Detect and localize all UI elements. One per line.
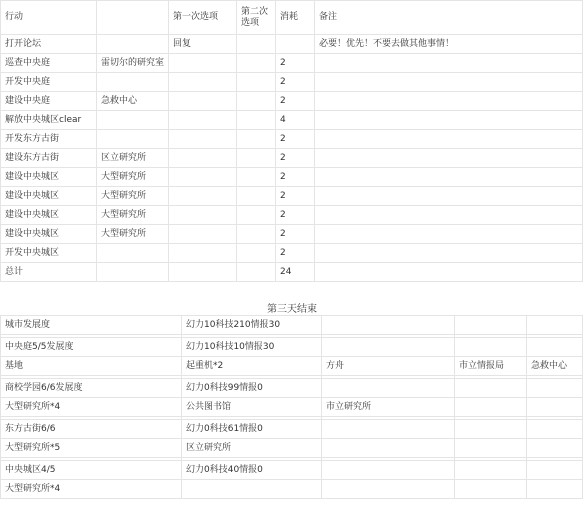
cell: 解放中央城区clear [1, 111, 97, 130]
cell: 大型研究所*4 [1, 480, 182, 499]
cell [455, 461, 527, 480]
cell: 市立情报局 [455, 357, 527, 376]
cell [315, 54, 583, 73]
cell: 回复 [169, 35, 237, 54]
cell: 中央庭5/5发展度 [1, 338, 182, 357]
cell: 建设中央城区 [1, 225, 97, 244]
cell: 幻力0科技40情报0 [182, 461, 322, 480]
cell: 建设中央城区 [1, 187, 97, 206]
table-row [1, 206, 583, 225]
table-row [1, 379, 583, 398]
cell [315, 225, 583, 244]
cell [315, 111, 583, 130]
table-row [1, 149, 583, 168]
cell [322, 461, 455, 480]
cell: 急救中心 [527, 357, 583, 376]
cell: 24 [276, 263, 315, 282]
cell [315, 73, 583, 92]
table-row [1, 130, 583, 149]
cell [237, 187, 276, 206]
cell [237, 73, 276, 92]
table-row [1, 244, 583, 263]
cell [237, 149, 276, 168]
cell [322, 480, 455, 499]
cell [237, 111, 276, 130]
status-table [0, 315, 583, 499]
cell [169, 92, 237, 111]
cell [455, 420, 527, 439]
table-row [1, 420, 583, 439]
cell [97, 263, 169, 282]
cell [527, 316, 583, 335]
cell: 大型研究所*4 [1, 398, 182, 417]
cell: 建设中央城区 [1, 168, 97, 187]
cell: 2 [276, 149, 315, 168]
cell [169, 206, 237, 225]
cell: 城市发展度 [1, 316, 182, 335]
cell: 建设东方古街 [1, 149, 97, 168]
cell [455, 338, 527, 357]
table-row [1, 461, 583, 480]
cell: 幻力0科技61情报0 [182, 420, 322, 439]
cell [169, 187, 237, 206]
cell: 大型研究所*5 [1, 439, 182, 458]
cell: 幻力10科技210情报30 [182, 316, 322, 335]
cell [315, 187, 583, 206]
cell [237, 206, 276, 225]
cell: 急救中心 [97, 92, 169, 111]
cell [97, 111, 169, 130]
cell [169, 130, 237, 149]
cell: 雷切尔的研究室 [97, 54, 169, 73]
cell: 开发东方古街 [1, 130, 97, 149]
cell [237, 35, 276, 54]
cell: 打开论坛 [1, 35, 97, 54]
cell: 4 [276, 111, 315, 130]
cell [455, 398, 527, 417]
cell [97, 73, 169, 92]
cell [237, 244, 276, 263]
cell: 2 [276, 244, 315, 263]
cell [322, 439, 455, 458]
cell [237, 130, 276, 149]
cell [315, 168, 583, 187]
cell [315, 263, 583, 282]
cell [169, 168, 237, 187]
cell: 必要！优先！不要去做其他事情！ [315, 35, 583, 54]
cell [169, 225, 237, 244]
cell: 大型研究所 [97, 225, 169, 244]
cell: 幻力10科技10情报30 [182, 338, 322, 357]
cell: 中央城区4/5 [1, 461, 182, 480]
cell [315, 92, 583, 111]
cell [322, 420, 455, 439]
cell [169, 263, 237, 282]
cell [315, 130, 583, 149]
table-row [1, 73, 583, 92]
cell [237, 54, 276, 73]
cell: 幻力0科技99情报0 [182, 379, 322, 398]
table-row [1, 187, 583, 206]
cell [527, 379, 583, 398]
cell: 2 [276, 73, 315, 92]
cell: 市立研究所 [322, 398, 455, 417]
header-cell: 第二次选项 [237, 1, 276, 35]
table-row [1, 398, 583, 417]
cell: 公共图书馆 [182, 398, 322, 417]
cell: 2 [276, 92, 315, 111]
cell: 2 [276, 206, 315, 225]
cell [169, 149, 237, 168]
cell [527, 461, 583, 480]
header-cell: 消耗 [276, 1, 315, 35]
cell [97, 35, 169, 54]
cell: 东方古街6/6 [1, 420, 182, 439]
cell [237, 225, 276, 244]
cell [97, 244, 169, 263]
table-row [1, 316, 583, 335]
cell: 2 [276, 225, 315, 244]
header-cell [97, 1, 169, 35]
cell [237, 92, 276, 111]
table-row [1, 225, 583, 244]
cell [315, 149, 583, 168]
cell [169, 54, 237, 73]
cell [97, 130, 169, 149]
cell: 2 [276, 130, 315, 149]
cell [169, 73, 237, 92]
cell: 2 [276, 187, 315, 206]
table-row [1, 439, 583, 458]
cell [169, 244, 237, 263]
cell: 建设中央城区 [1, 206, 97, 225]
cell [182, 480, 322, 499]
cell [315, 244, 583, 263]
table-row [1, 111, 583, 130]
cell [455, 480, 527, 499]
header-cell: 行动 [1, 1, 97, 35]
cell: 区立研究所 [97, 149, 169, 168]
cell: 大型研究所 [97, 206, 169, 225]
table-row [1, 357, 583, 376]
table-row [1, 35, 583, 54]
cell [322, 338, 455, 357]
cell [237, 263, 276, 282]
cell: 方舟 [322, 357, 455, 376]
cell: 基地 [1, 357, 182, 376]
cell: 开发中央庭 [1, 73, 97, 92]
day-end-heading: 第三天结束 [267, 304, 317, 315]
cell [455, 439, 527, 458]
cell: 2 [276, 168, 315, 187]
table-row [1, 338, 583, 357]
total-row [1, 263, 583, 282]
cell [322, 379, 455, 398]
cell [527, 420, 583, 439]
table-row [1, 54, 583, 73]
cell: 商校学园6/6发展度 [1, 379, 182, 398]
header-row [1, 1, 583, 35]
cell: 起重机*2 [182, 357, 322, 376]
cell [527, 398, 583, 417]
cell: 区立研究所 [182, 439, 322, 458]
cell [322, 316, 455, 335]
cell [455, 316, 527, 335]
cell [527, 480, 583, 499]
cell: 建设中央庭 [1, 92, 97, 111]
table-row [1, 92, 583, 111]
cell [527, 338, 583, 357]
cell: 开发中央城区 [1, 244, 97, 263]
cell: 2 [276, 54, 315, 73]
header-cell: 备注 [315, 1, 583, 35]
cell [237, 168, 276, 187]
cell [527, 439, 583, 458]
table-row [1, 480, 583, 499]
header-cell: 第一次选项 [169, 1, 237, 35]
cell: 大型研究所 [97, 168, 169, 187]
cell: 巡查中央庭 [1, 54, 97, 73]
cell [169, 111, 237, 130]
cell [455, 379, 527, 398]
table-row [1, 168, 583, 187]
cell [315, 206, 583, 225]
cell [276, 35, 315, 54]
cell: 总计 [1, 263, 97, 282]
cell: 大型研究所 [97, 187, 169, 206]
